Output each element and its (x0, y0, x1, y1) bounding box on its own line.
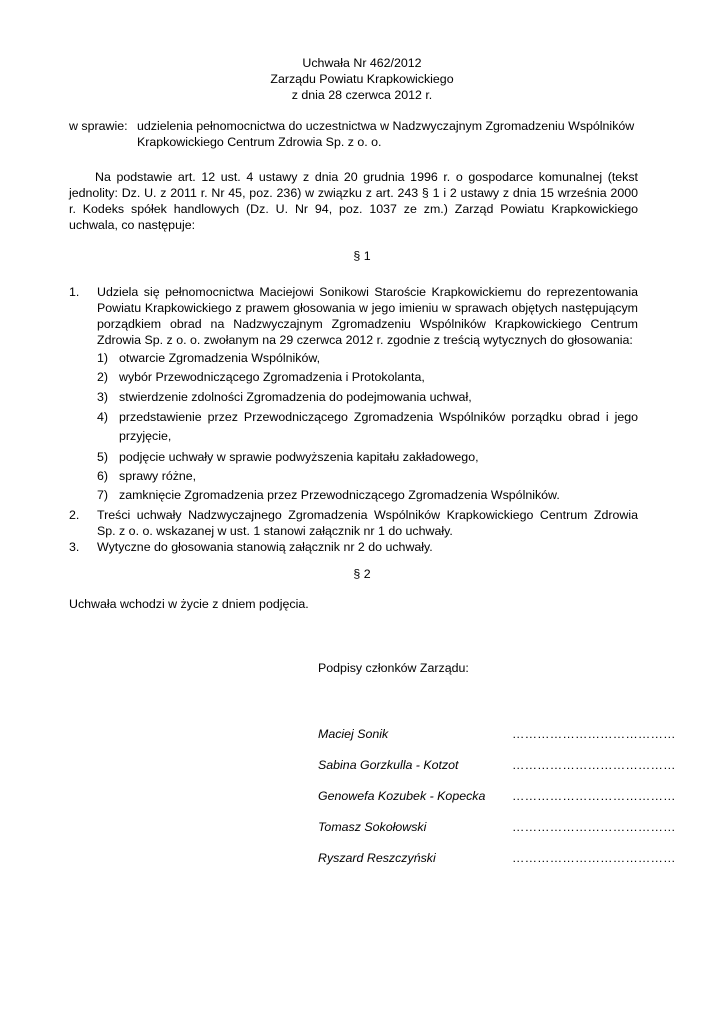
agenda-item-number: 7) (97, 488, 109, 503)
numbered-item (69, 507, 638, 539)
agenda-item (97, 468, 638, 484)
resolution-date: z dnia 28 czerwca 2012 r. (291, 88, 433, 102)
member-name: Ryszard Reszczyński (318, 851, 436, 865)
agenda-item-text: otwarcie Zgromadzenia Wspólników, (119, 351, 321, 365)
signature-line: ………………………………… (512, 851, 676, 865)
numbered-item (69, 284, 638, 504)
signature-line: ………………………………… (512, 789, 676, 803)
signature-list (318, 726, 676, 881)
agenda-item-number: 3) (97, 389, 109, 404)
agenda-item (97, 487, 638, 503)
numbered-item (69, 539, 638, 555)
section-1-heading: § 1 (353, 249, 371, 263)
entry-into-force-clause: Uchwała wchodzi w życie z dniem podjęcia. (69, 597, 309, 611)
agenda-item-number: 4) (97, 409, 109, 424)
subject-text: udzielenia pełnomocnictwa do uczestnictwa w Nadzwyczajnym Zgromadzeniu Wspólników Krapkowickiego Centrum Zdrowia Sp. z o. o. (137, 119, 635, 149)
signatures-heading: Podpisy członków Zarządu: (318, 661, 469, 675)
subject-label: w sprawie: (69, 119, 128, 133)
signature-line: ………………………………… (512, 758, 676, 772)
agenda-item-text: wybór Przewodniczącego Zgromadzenia i Protokolanta, (119, 370, 425, 385)
member-name: Tomasz Sokołowski (318, 820, 427, 834)
member-name: Genowefa Kozubek - Kopecka (318, 789, 486, 803)
member-name: Sabina Gorzkulla - Kotzot (318, 758, 459, 772)
signature-row (318, 819, 676, 850)
agenda-item-text: zamknięcie Zgromadzenia przez Przewodniczącego Zgromadzenia Wspólników. (119, 488, 560, 503)
signature-line: ………………………………… (512, 727, 676, 741)
agenda-item-text: podjęcie uchwały w sprawie podwyższenia kapitału zakładowego, (119, 449, 479, 464)
signature-row (318, 850, 676, 881)
agenda-item-number: 5) (97, 449, 109, 464)
agenda-item-number: 6) (97, 469, 109, 484)
signature-line: ………………………………… (512, 820, 676, 834)
resolution-header (0, 55, 724, 103)
signature-row (318, 788, 676, 819)
section-2-heading: § 2 (353, 567, 371, 581)
agenda-item (97, 449, 638, 465)
member-name: Maciej Sonik (318, 727, 389, 741)
signature-row (318, 757, 676, 788)
agenda-item-text: stwierdzenie zdolności Zgromadzenia do podejmowania uchwał, (119, 389, 472, 404)
subject-matter (69, 118, 639, 150)
legal-basis-paragraph: Na podstawie art. 12 ust. 4 ustawy z dnia 20 grudnia 1996 r. o gospodarce komunalnej (tekst jednolity: Dz. U. z 2011 r. Nr 45, poz. 236) w związku z art. 243 § 1 i 2 ustawy z dnia 15 września 2000 r. Kodeks spółek handlowych (Dz. U. Nr 94, poz. 1037 ze zm.) Zarząd Powiatu Krapkowickiego uchwala, co następuje: (69, 170, 638, 232)
agenda-item (97, 389, 638, 405)
agenda-item (97, 350, 638, 366)
section-1-items (69, 284, 638, 555)
issuing-body: Zarządu Powiatu Krapkowickiego (270, 72, 454, 86)
item-number: 3. (69, 539, 80, 554)
agenda-list (97, 350, 638, 504)
signature-row (318, 726, 676, 757)
item-text: Wytyczne do głosowania stanowią załącznik nr 2 do uchwały. (97, 539, 433, 554)
agenda-item (97, 369, 638, 385)
item-number: 1. (69, 285, 80, 299)
resolution-title: Uchwała Nr 462/2012 (302, 56, 422, 70)
item-text: Udziela się pełnomocnictwa Maciejowi Sonikowi Staroście Krapkowickiemu do reprezentowania Powiatu Krapkowickiego z prawem głosowania w jego imieniu w sprawach objętych następującym porządkiem obrad na Nadzwyczajnym Zgromadzeniu Wspólników Krapkowickiego Centrum Zdrowia Sp. z o. o. zwołanym na 29 czerwca 2012 r. zgodnie z treścią wytycznych do głosowania: (97, 285, 638, 347)
item-number: 2. (69, 507, 80, 522)
agenda-item (97, 408, 638, 446)
agenda-item-number: 1) (97, 351, 109, 365)
agenda-item-text: sprawy różne, (119, 469, 197, 484)
item-text: Treści uchwały Nadzwyczajnego Zgromadzenia Wspólników Krapkowickiego Centrum Zdrowia Sp. z o. o. wskazanej w ust. 1 stanowi załącznik nr 1 do uchwały. (97, 507, 638, 538)
agenda-item-text: przedstawienie przez Przewodniczącego Zgromadzenia Wspólników porządku obrad i jego przyjęcie, (119, 409, 638, 443)
agenda-item-number: 2) (97, 370, 109, 385)
